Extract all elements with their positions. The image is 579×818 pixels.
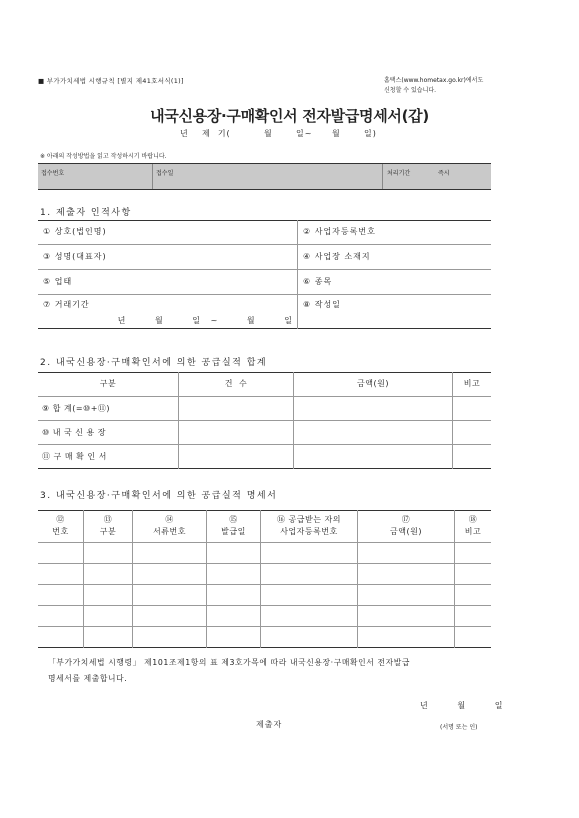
detail-cell[interactable] (207, 605, 261, 626)
detail-row (38, 542, 491, 563)
detail-cell[interactable] (38, 605, 84, 626)
summary-lc-count[interactable] (179, 420, 294, 444)
detail-row (38, 563, 491, 584)
detail-cell[interactable] (207, 563, 261, 584)
trade-period-field[interactable] (38, 294, 298, 328)
section2-title: 2. 내국신용장·구매확인서에 의한 공급실적 합계 (40, 358, 268, 368)
detail-cell[interactable] (38, 542, 84, 563)
instruction-note: ※ 아래의 작성방법을 읽고 작성하시기 바랍니다. (40, 153, 167, 160)
representative-name-field[interactable]: ③ 성명(대표자) (38, 244, 298, 269)
trade-period-label: ⑦ 거래기간 (43, 299, 90, 309)
detail-cell[interactable] (455, 542, 492, 563)
detail-header-buyer-reg-no-label: 사업자등록번호 (280, 526, 338, 536)
detail-header-document-no (133, 510, 207, 542)
detail-cell[interactable] (455, 605, 492, 626)
detail-header-document-no-label: 서류번호 (153, 526, 186, 536)
submitter-label: 제출자 (256, 720, 283, 729)
detail-header-number-mark: ⑫ (56, 514, 65, 524)
detail-cell[interactable] (207, 626, 261, 647)
detail-cell[interactable] (84, 563, 133, 584)
summary-lc-remark[interactable] (453, 420, 492, 444)
declaration-date[interactable]: 년 월 일 (420, 701, 504, 710)
period-term: 제 기( (202, 129, 231, 138)
detail-cell[interactable] (358, 605, 455, 626)
detail-header-buyer-reg-no-mark: ⑯ 공급받는 자의 (277, 514, 341, 524)
detail-cell[interactable] (358, 542, 455, 563)
detail-row (38, 626, 491, 647)
period-month-start: 월 (264, 129, 273, 138)
detail-cell[interactable] (261, 605, 358, 626)
detail-header-remark-label: 비고 (464, 526, 482, 536)
supply-summary-table (38, 372, 491, 469)
detail-header-document-no-mark: ⑭ (165, 514, 174, 524)
declaration-line1: 「부가가치세법 시행령」 제101조제1항의 표 제3호가목에 따라 내국신용장·구매확인서 전자발급 (48, 658, 410, 667)
summary-row-total: ⑨ 합 계(=⑩+⑪) (38, 396, 179, 420)
detail-cell[interactable] (133, 626, 207, 647)
detail-cell[interactable] (261, 626, 358, 647)
form-reference: ■ 부가가치세법 시행규칙 [별지 제41호서식(1)] (38, 77, 184, 85)
detail-header-row (38, 510, 491, 542)
period-year: 년 (180, 129, 189, 138)
summary-row-local-lc: ⑩ 내 국 신 용 장 (38, 420, 179, 444)
detail-cell[interactable] (358, 584, 455, 605)
summary-total-count[interactable] (179, 396, 294, 420)
detail-cell[interactable] (455, 584, 492, 605)
detail-cell[interactable] (261, 563, 358, 584)
receipt-number-label: 접수번호 (41, 170, 65, 177)
detail-header-number-label: 번호 (52, 526, 69, 536)
detail-row (38, 605, 491, 626)
detail-cell[interactable] (455, 563, 492, 584)
submitter-info-table (38, 220, 491, 329)
detail-cell[interactable] (84, 542, 133, 563)
detail-header-category (84, 510, 133, 542)
business-item-field[interactable]: ⑥ 종목 (303, 277, 333, 286)
receipt-date-label: 접수일 (156, 170, 174, 177)
summary-pc-amount[interactable] (294, 444, 453, 468)
declaration-line2: 명세서를 제출합니다. (48, 674, 128, 683)
summary-header-count: 건 수 (179, 372, 294, 396)
supply-detail-table (38, 510, 491, 648)
trade-period-dates: 년 월 일 ~ 월 일 (117, 315, 293, 325)
detail-cell[interactable] (261, 542, 358, 563)
document-title: 내국신용장·구매확인서 전자발급명세서(갑) (150, 107, 429, 125)
detail-cell[interactable] (455, 626, 492, 647)
detail-cell[interactable] (358, 626, 455, 647)
summary-row-purchase-confirmation: ⑪ 구 매 확 인 서 (38, 444, 179, 468)
detail-header-category-label: 구분 (99, 526, 117, 536)
detail-cell[interactable] (133, 605, 207, 626)
detail-header-amount-mark: ⑰ (401, 514, 411, 524)
summary-header-amount: 금액(원) (294, 372, 453, 396)
detail-header-issue-date (207, 510, 261, 542)
period-month-end: 월 (332, 129, 341, 138)
summary-lc-amount[interactable] (294, 420, 453, 444)
detail-cell[interactable] (84, 584, 133, 605)
receipt-box (38, 163, 491, 190)
write-date-field[interactable]: ⑧ 작성일 (303, 299, 341, 309)
detail-cell[interactable] (358, 563, 455, 584)
period-day-start: 일~ (296, 129, 313, 138)
detail-cell[interactable] (133, 584, 207, 605)
business-registration-field[interactable]: ② 사업자등록번호 (303, 227, 376, 237)
detail-header-remark-mark: ⑱ (468, 514, 478, 524)
summary-total-remark[interactable] (453, 396, 492, 420)
section1-title: 1. 제출자 인적사항 (40, 208, 132, 218)
detail-cell[interactable] (38, 563, 84, 584)
processing-period-label: 처리기간 (387, 170, 411, 177)
detail-cell[interactable] (261, 584, 358, 605)
detail-cell[interactable] (84, 605, 133, 626)
summary-pc-count[interactable] (179, 444, 294, 468)
detail-header-category-mark: ⑬ (103, 514, 113, 524)
detail-header-issue-date-label: 발급일 (221, 526, 246, 536)
detail-header-issue-date-mark: ⑮ (229, 514, 238, 524)
hometax-note-line2: 신청할 수 있습니다. (384, 87, 437, 94)
detail-cell[interactable] (84, 626, 133, 647)
detail-cell[interactable] (38, 584, 84, 605)
processing-period-value: 즉시 (438, 170, 450, 177)
detail-header-amount-label: 금액(원) (390, 526, 422, 536)
detail-cell[interactable] (133, 563, 207, 584)
business-address-field[interactable]: ④ 사업장 소재지 (303, 252, 371, 261)
detail-header-remark (455, 510, 492, 542)
business-type-field[interactable]: ⑤ 업태 (38, 269, 298, 294)
section3-title: 3. 내국신용장·구매확인서에 의한 공급실적 명세서 (40, 491, 278, 501)
signature-field[interactable]: (서명 또는 인) (440, 724, 478, 731)
period-day-end: 일) (364, 129, 377, 138)
detail-cell[interactable] (38, 626, 84, 647)
detail-row (38, 584, 491, 605)
summary-pc-remark[interactable] (453, 444, 492, 468)
period-line (180, 128, 440, 142)
company-name-field[interactable]: ① 상호(법인명) (38, 220, 298, 244)
detail-cell[interactable] (133, 542, 207, 563)
detail-header-number (38, 510, 84, 542)
summary-total-amount[interactable] (294, 396, 453, 420)
summary-header-category: 구분 (38, 372, 179, 396)
hometax-note-line1: 홈택스(www.hometax.go.kr)에서도 (384, 77, 484, 84)
detail-header-amount (358, 510, 455, 542)
detail-cell[interactable] (207, 584, 261, 605)
detail-cell[interactable] (207, 542, 261, 563)
detail-header-buyer-reg-no (261, 510, 358, 542)
summary-header-remark: 비고 (463, 379, 481, 389)
